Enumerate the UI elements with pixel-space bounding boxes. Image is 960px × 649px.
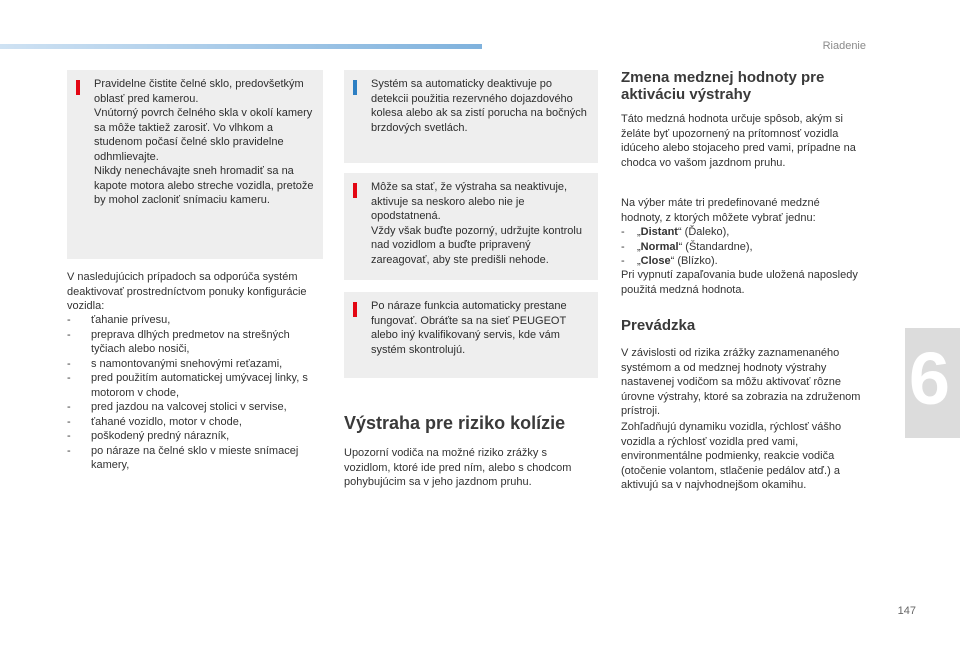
option-normal: - „Normal“ (Štandardne), <box>621 240 861 255</box>
list-item: - po náraze na čelné sklo v mieste snímacej kamery, <box>67 444 325 473</box>
operation-paragraph-2: Zohľadňujú dynamiku vozidla, rýchlosť vášho vozidla a rýchlosť vozidla pred vami, environmentálne podmienky, reakcie vodiča (otočenie volantom, stlačenie pedálov atď.) a aktivujú sa v najvhodnejšom okamihu. <box>621 421 842 491</box>
option-close: - „Close“ (Blízko). <box>621 254 861 269</box>
option-desc: (Blízko). <box>674 255 718 267</box>
threshold-options-list <box>621 225 861 269</box>
option-name: Normal <box>640 240 679 253</box>
list-item: - pred použitím automatickej umývacej linky, s motorom v chode, <box>67 371 325 400</box>
threshold-options-intro: Na výber máte tri predefinované medzné hodnoty, z ktorých môžete vybrať jednu: <box>621 197 820 224</box>
collision-warning-heading: Výstraha pre riziko kolízie <box>344 413 566 433</box>
option-name: Close <box>640 255 671 267</box>
list-item: - pred jazdou na valcovej stolici v servise, <box>67 400 325 415</box>
warning-text: Pravidelne čistite čelné sklo, predovšetkým oblasť pred kamerou. Vnútorný povrch čelného skla v okolí kamery sa môže taktiež zarosiť. Vo vlhkom a studenom počasí čelné sklo pravidelne odhmlievajte. Nikdy nenechávajte sneh hromadiť sa na kapote motora alebo streche vozidla, pretože by mohol zacloniť snímaciu kameru. <box>94 78 314 206</box>
option-desc: (Štandardne), <box>682 240 753 253</box>
list-item: - poškodený predný nárazník, <box>67 429 325 444</box>
deactivation-intro: V nasledujúcich prípadoch sa odporúča systém deaktivovať prostredníctvom ponuky konfigurácie vozidla: <box>67 271 307 312</box>
warning-text: Môže sa stať, že výstraha sa neaktivuje, aktivuje sa neskoro alebo nie je opodstatnená. Vždy však buďte pozorný, udržujte kontrolu nad vozidlom a buďte pripravený zareagovať, aby ste predišli nehode. <box>371 181 582 266</box>
threshold-memory-note: Pri vypnutí zapaľovania bude uložená naposledy použitá medzná hodnota. <box>621 269 858 296</box>
info-box-deactivation <box>344 70 598 163</box>
warning-box-alert <box>344 173 598 280</box>
option-distant: - „Distant“ (Ďaleko), <box>621 225 861 240</box>
section-title: Riadenie <box>822 40 866 52</box>
warning-box-impact <box>344 292 598 378</box>
operation-heading: Prevádzka <box>621 317 696 334</box>
warning-text: Po náraze funkcia automaticky prestane fungovať. Obráťte sa na sieť PEUGEOT alebo iný kvalifikovaný servis, kde vám systém skontrolujú. <box>371 300 567 356</box>
page-number: 147 <box>897 605 916 617</box>
header-accent-bar <box>0 44 482 49</box>
warning-icon <box>76 80 80 95</box>
deactivation-cases-list <box>67 313 325 473</box>
option-name: Distant <box>640 226 678 238</box>
info-icon <box>353 80 357 95</box>
list-item: - preprava dlhých predmetov na strešných tyčiach alebo nosiči, <box>67 328 325 357</box>
warning-icon <box>353 302 357 317</box>
warning-icon <box>353 183 357 198</box>
operation-paragraph-1: V závislosti od rizika zrážky zaznamenaného systémom a od medznej hodnoty výstrahy nastavenej vodičom sa môžu aktivovať rôzne úrovne výstrahy, ktoré sa zobrazia na združenom prístroji. <box>621 347 861 417</box>
warning-box-camera <box>67 70 323 259</box>
chapter-number: 6 <box>908 337 950 420</box>
collision-warning-text: Upozorní vodiča na možné riziko zrážky s vozidlom, ktoré ide pred ním, alebo s chodcom pohybujúcim sa v jeho jazdnom pruhu. <box>344 447 572 488</box>
option-desc: (Ďaleko), <box>681 226 730 238</box>
threshold-paragraph: Táto medzná hodnota určuje spôsob, akým si želáte byť upozornený na prítomnosť vozidla idúceho alebo stojaceho pred vami, prípadne na chodca vo vašom jazdnom pruhu. <box>621 113 856 169</box>
info-text: Systém sa automaticky deaktivuje po detekcii použitia rezervného dojazdového kolesa alebo ak sa zistí porucha na bočných brzdových svetlách. <box>371 78 587 134</box>
list-item: - ťahané vozidlo, motor v chode, <box>67 415 325 430</box>
threshold-heading: Zmena medznej hodnoty pre aktiváciu výstrahy <box>621 69 825 103</box>
list-item: - ťahanie prívesu, <box>67 313 325 328</box>
list-item: - s namontovanými snehovými reťazami, <box>67 357 325 372</box>
